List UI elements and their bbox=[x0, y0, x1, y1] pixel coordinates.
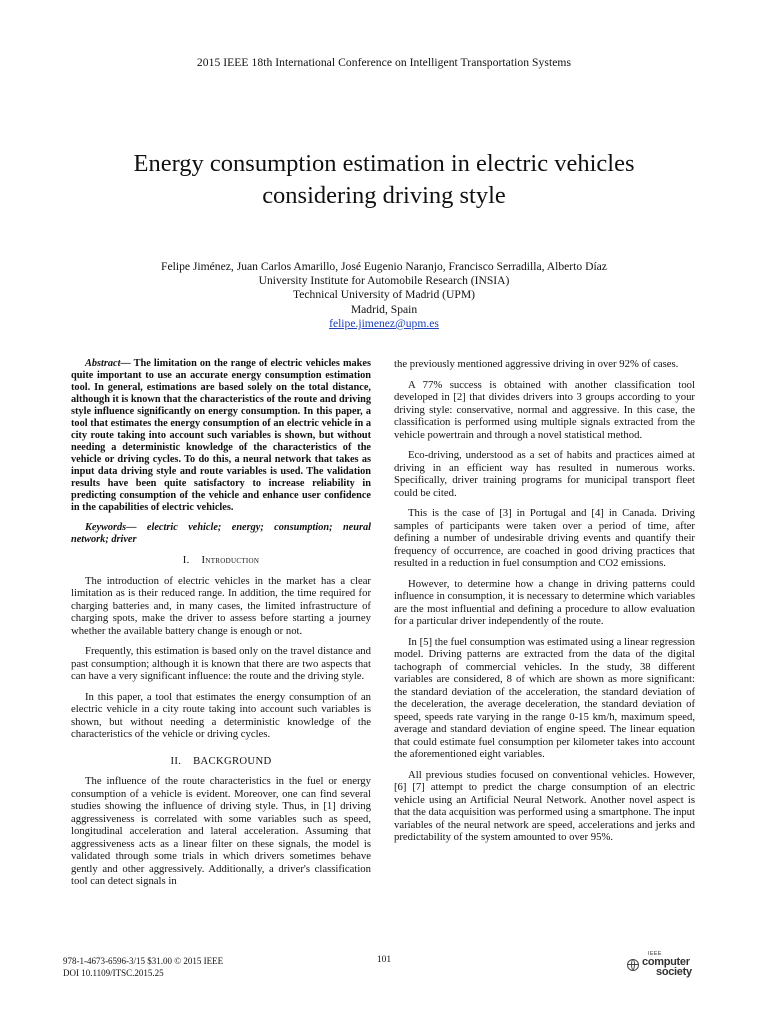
keywords bbox=[71, 522, 371, 546]
keywords-lead: Keywords— bbox=[85, 522, 137, 533]
left-column bbox=[71, 358, 371, 896]
body-paragraph: A 77% success is obtained with another classification tool developed in [2] that divides drivers into 3 groups according to your driving style: conservative, normal and aggressive. In this case, the classification is performed using multiple signals extracted from the vehicle powertrain and through a novel statistical method. bbox=[394, 378, 695, 441]
footer-doi: DOI 10.1109/ITSC.2015.25 bbox=[63, 968, 164, 978]
author-names: Felipe Jiménez, Juan Carlos Amarillo, José Eugenio Naranjo, Francisco Serradilla, Alberto Díaz bbox=[161, 260, 607, 273]
ieee-computer-society-logo bbox=[626, 951, 706, 981]
globe-icon bbox=[627, 959, 639, 971]
abstract bbox=[71, 358, 371, 514]
affiliation-university: Technical University of Madrid (UPM) bbox=[292, 288, 476, 302]
section-title: BACKGROUND bbox=[193, 754, 272, 767]
section-heading-background bbox=[71, 755, 371, 768]
body-paragraph: This is the case of [3] in Portugal and [4] in Canada. Driving samples of participants were taken over a period of time, after defining a number of undesirable driving events and quantify their frequency of occurrence, are coached in good driving practices that resulted in a reduction in fuel consumption and CO2 emissions. bbox=[394, 507, 695, 569]
logo-ieee-text: IEEE bbox=[648, 951, 662, 957]
body-paragraph: the previously mentioned aggressive driving in over 92% of cases. bbox=[394, 358, 679, 370]
logo-society-text: society bbox=[656, 966, 692, 978]
intro-paragraph: The introduction of electric vehicles in the market has a clear limitation as is their reduced range. In addition, the time required for charging batteries and, in many cases, the limited infrastructure of charging spots, make the driver to assess before starting a journey whether the available battery change is enough or not. bbox=[71, 574, 371, 637]
right-column bbox=[394, 358, 695, 852]
author-email-link[interactable]: felipe.jimenez@upm.es bbox=[329, 316, 439, 330]
conference-header: 2015 IEEE 18th International Conference on Intelligent Transportation Systems bbox=[196, 56, 572, 69]
section-title: Introduction bbox=[201, 554, 260, 566]
intro-paragraph: In this paper, a tool that estimates the energy consumption of an electric vehicle in a city route taking into account such variables is shown, but without needing a deterministic knowledge of the characteristics of the vehicle or driving cycles. bbox=[71, 690, 371, 740]
title-line-2: considering driving style bbox=[262, 182, 506, 209]
intro-paragraph: Frequently, this estimation is based only on the travel distance and past consumption; although it is known that there are two aspects that can have a very significant influence: the route and the driving style. bbox=[71, 645, 371, 682]
affiliation-institute: University Institute for Automobile Research (INSIA) bbox=[258, 274, 510, 288]
footer-isbn: 978-1-4673-6596-3/15 $31.00 © 2015 IEEE bbox=[63, 956, 224, 966]
paper-title bbox=[60, 148, 708, 212]
logo-computer-text: computer bbox=[642, 956, 690, 968]
affiliation-location: Madrid, Spain bbox=[350, 302, 418, 316]
author-block bbox=[0, 260, 768, 331]
abstract-text: The limitation on the range of electric vehicles makes quite important to use an accurate energy consumption estimation tool. In general, estimations are based solely on the total distance, although it is known that the characteristics of the route and driving style influence significantly on energy consumption. In this paper, a tool that estimates the energy consumption of an electric vehicle in a city route taking into account such variables is shown, but without needing a deterministic knowledge of the characteristics of the vehicle or driving cycles. To do this, a neural network that takes as input data driving style and route variables is used. The validation results have been quite satisfactory to increase reliability in predicting consumption of the vehicle and enhance user confidence in the capabilities of electric vehicles. bbox=[71, 358, 371, 513]
section-number: II. bbox=[170, 754, 182, 767]
keywords-text: electric vehicle; energy; consumption; neural network; driver bbox=[71, 522, 371, 545]
section-number: I. bbox=[182, 554, 190, 566]
background-paragraph: The influence of the route characteristics in the fuel or energy consumption of a vehicle is evident. Moreover, one can find several studies showing the influence of driving style. Thus, in [1] driving aggressiveness is correlated with some variables such as speed, longitudinal acceleration and lateral acceleration. Assuming that aggressiveness acts as a linear filter on these signals, the model is validated through some trials in which drivers sometimes behave gently and other aggressively. Additionally, a driver's classification tool can detect signals in bbox=[71, 775, 371, 887]
abstract-lead: Abstract— bbox=[85, 358, 131, 369]
section-heading-introduction bbox=[71, 554, 371, 567]
body-paragraph: All previous studies focused on conventional vehicles. However, [6] [7] attempt to predict the charge consumption of an electric vehicle using an Artificial Neural Network. Another novel aspect is that the data acquisition was performed using a smartphone. The input variables of the neural network are speed, accelerations and jerks and predictability of the system amounted to over 95%. bbox=[394, 768, 695, 843]
page-number: 101 bbox=[376, 955, 392, 965]
body-paragraph: In [5] the fuel consumption was estimated using a linear regression model. Driving patterns are extracted from the data of the digital tachograph of commercial vehicles. In the study, 38 different variables are considered, 8 of which are shown as more significant: the standard deviation of the acceleration, the standard deviation of the deceleration, the average deceleration, the standard deviation of speed, speeds rate varying in the range 0-15 km/h, maximum speed, average and standard deviation of engine speed. The linear equation that could estimate fuel consumption per kilometer takes into account the aforementioned eight variables. bbox=[394, 635, 695, 760]
title-line-1: Energy consumption estimation in electric vehicles bbox=[133, 150, 635, 177]
body-paragraph: However, to determine how a change in driving patterns could influence in consumption, it is necessary to determine which variables are the most influential and defining a procedure to allow evaluation for a particular driver independently of the route. bbox=[394, 577, 695, 627]
body-paragraph: Eco-driving, understood as a set of habits and practices aimed at driving in an efficient way has resulted in numerous works. Specifically, driver training programs for municipal transport fleet could be cited. bbox=[394, 449, 695, 499]
